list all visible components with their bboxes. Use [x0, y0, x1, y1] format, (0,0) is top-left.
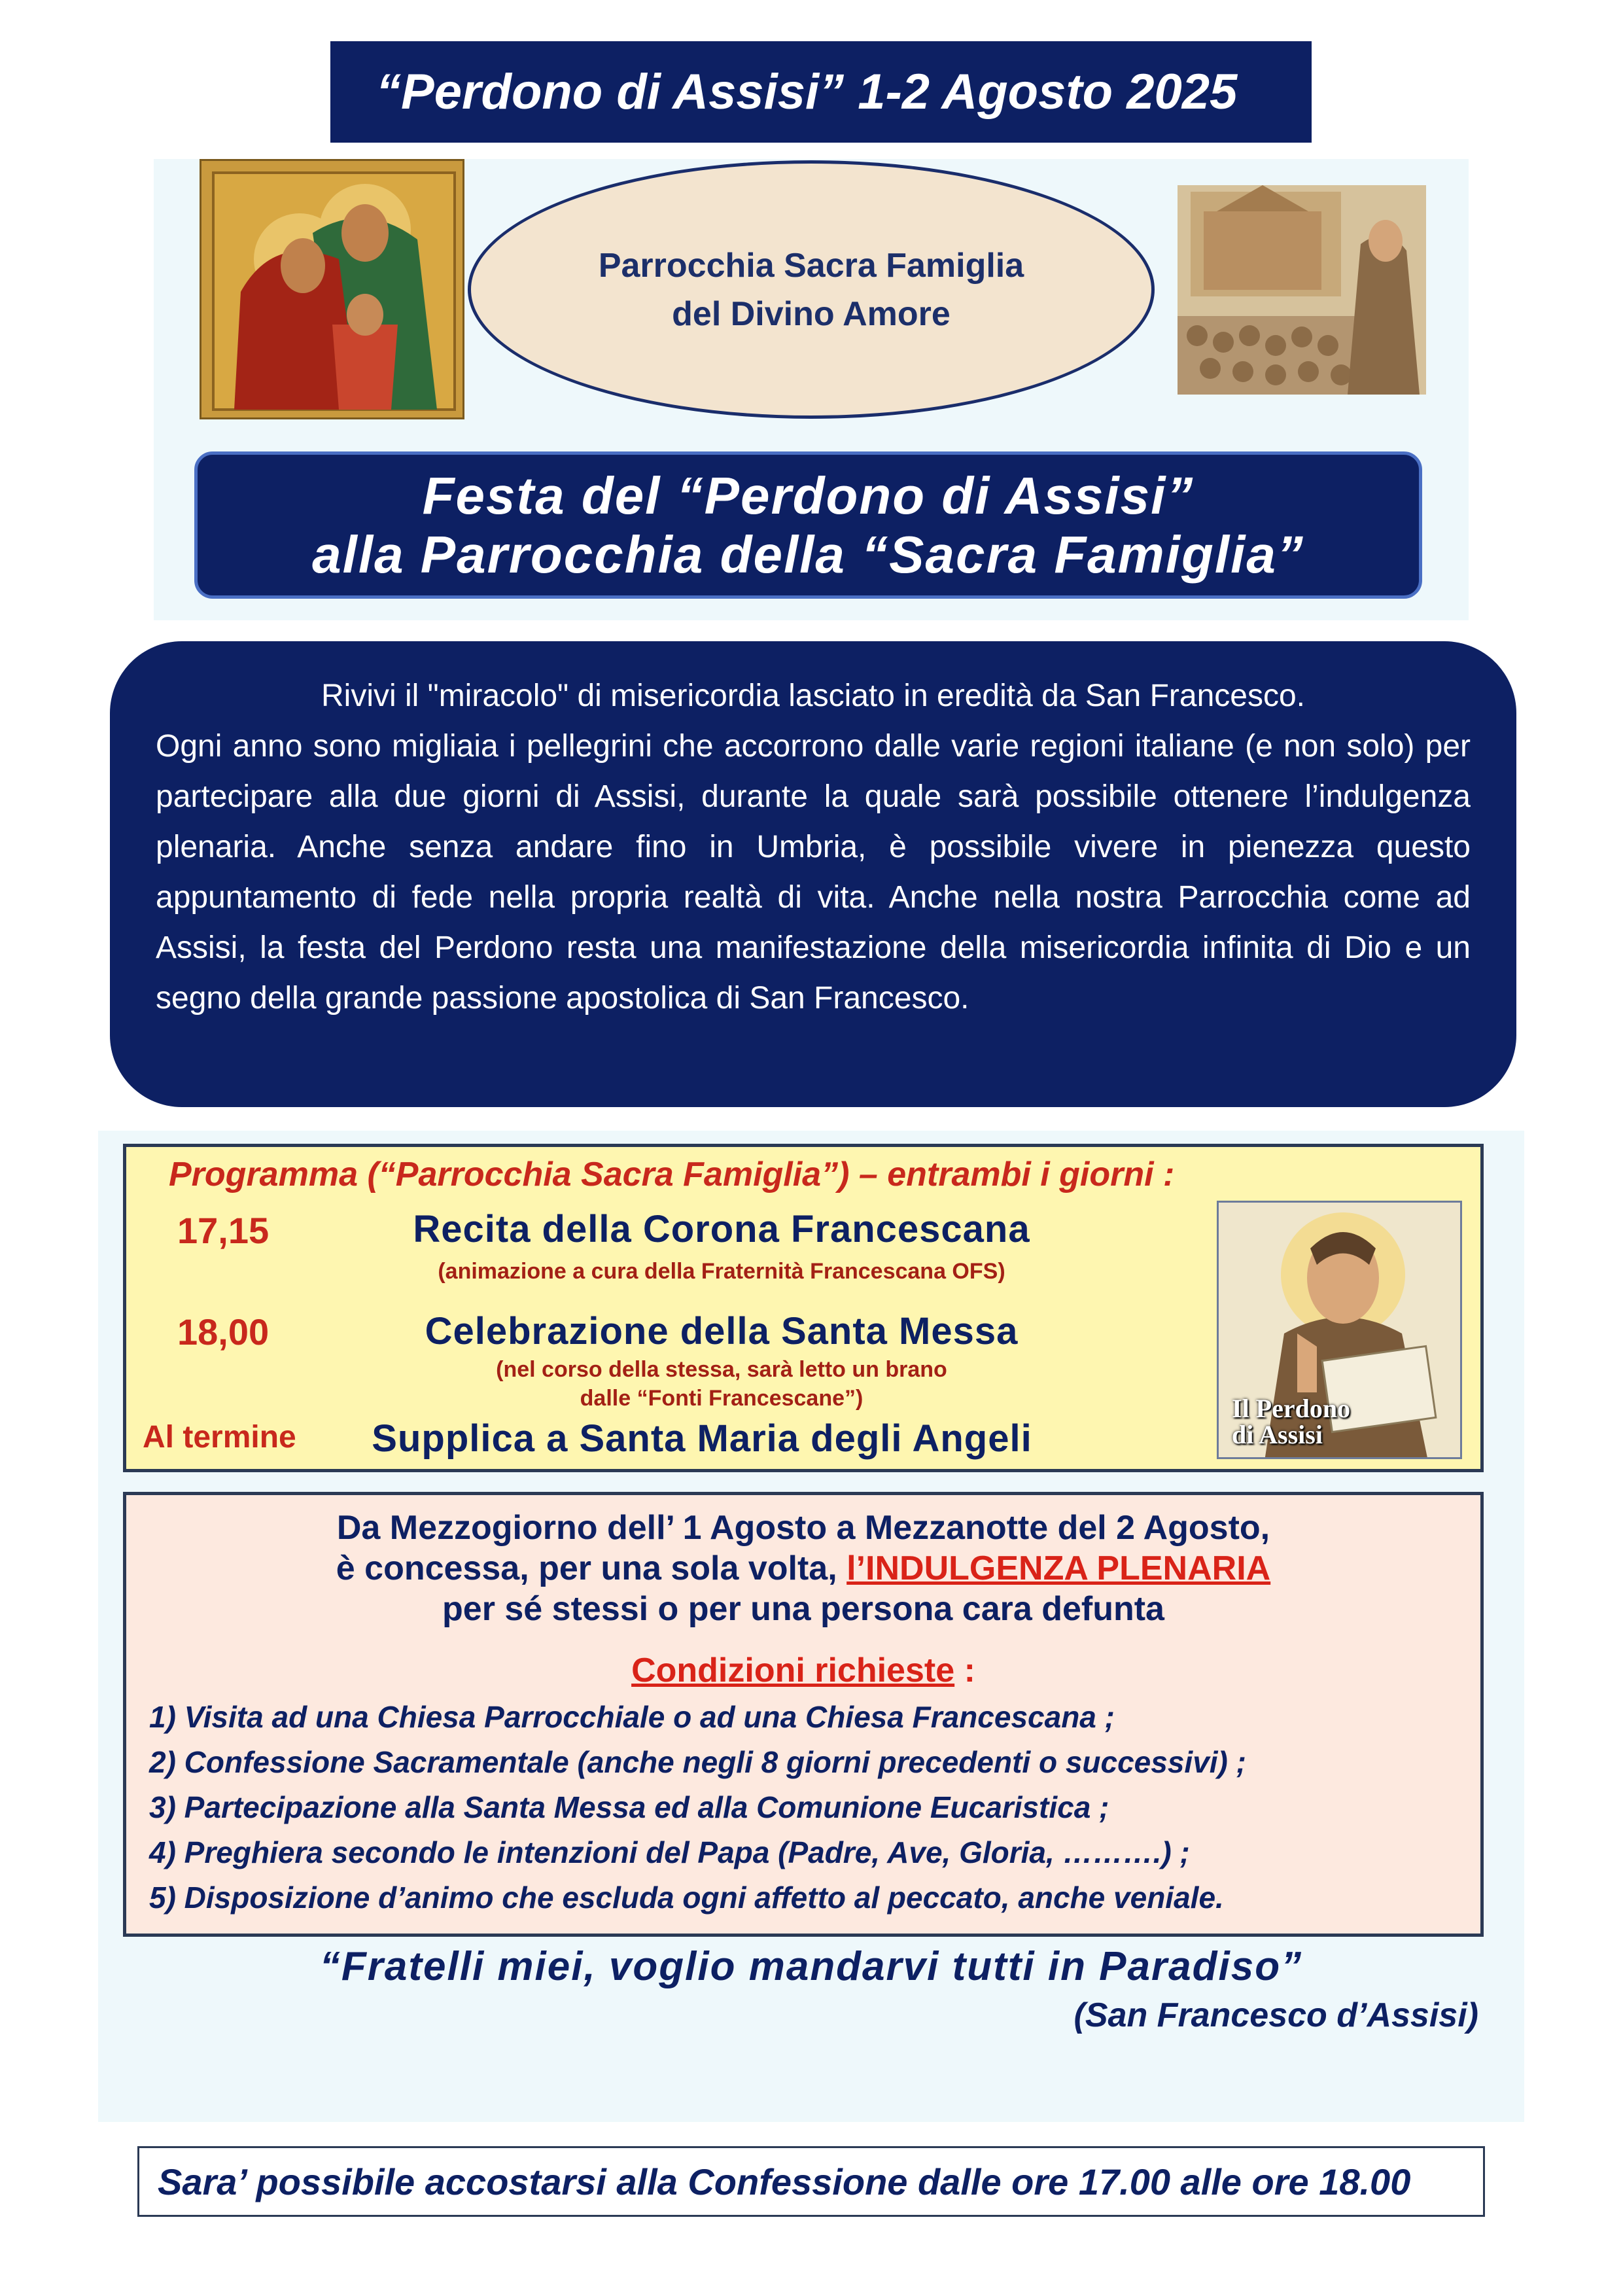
indulgence-line3: per sé stessi o per una persona cara defunta: [442, 1590, 1164, 1628]
festa-banner: [194, 451, 1422, 599]
image-caption-line1: Il Perdono: [1232, 1394, 1351, 1423]
program-time: 18,00: [177, 1311, 270, 1352]
condition-item: 2) Confessione Sacramentale (anche negli 8 giorni precedenti o successivi) ;: [149, 1745, 1246, 1779]
parish-name-line1: Parrocchia Sacra Famiglia: [598, 246, 1024, 285]
program-item-title: Supplica a Santa Maria degli Angeli: [372, 1417, 1032, 1460]
program-item-note: (nel corso della stessa, sarà letto un brano: [496, 1357, 947, 1382]
program-item-title: Celebrazione della Santa Messa: [425, 1310, 1019, 1352]
intro-body: Ogni anno sono migliaia i pellegrini che accorrono dalle varie regioni italiane (e non solo) per partecipare alla due giorni di Assisi, durante la quale sarà possibile ottenere l’indulgenza plenaria. Anche senza andare fino in Umbria, è possibile vivere in pienezza questo appuntamento di fede nella propria realtà di vita. Anche nella nostra Parrocchia come ad Assisi, la festa del Perdono resta una manifestazione della misericordia infinita di Dio e un segno della grande passione apostolica di San Francesco.: [156, 729, 1471, 1016]
intro-first-line: Rivivi il "miracolo" di misericordia lasciato in eredità da San Francesco.: [321, 679, 1305, 713]
holy-family-icon: [200, 159, 464, 419]
indulgence-highlight: l’INDULGENZA PLENARIA: [846, 1549, 1271, 1587]
condition-item: 5) Disposizione d’animo che escluda ogni affetto al peccato, anche veniale.: [149, 1881, 1224, 1915]
conditions-heading: [126, 1651, 1480, 1690]
page-title: “Perdono di Assisi” 1-2 Agosto 2025: [330, 41, 1312, 143]
program-item-note: dalle “Fonti Francescane”): [580, 1386, 864, 1411]
indulgence-box: [123, 1492, 1484, 1937]
conditions-heading-text: Condizioni richieste: [631, 1651, 955, 1689]
condition-item: 3) Partecipazione alla Santa Messa ed alla Comunione Eucaristica ;: [149, 1790, 1109, 1824]
program-item-title: Recita della Corona Francescana: [413, 1208, 1030, 1250]
condition-item: 4) Preghiera secondo le intenzioni del Papa (Padre, Ave, Gloria, ……….) ;: [149, 1835, 1190, 1869]
indulgence-line2-text: è concessa, per una sola volta,: [336, 1549, 837, 1587]
program-heading: Programma (“Parrocchia Sacra Famiglia”) – entrambi i giorni :: [169, 1156, 1175, 1193]
festa-line2: alla Parrocchia della “Sacra Famiglia”: [312, 525, 1304, 584]
image-caption-line2: di Assisi: [1232, 1420, 1323, 1449]
confession-notice: Sara’ possibile accostarsi alla Confessione dalle ore 17.00 alle ore 18.00: [137, 2146, 1485, 2217]
condition-item: 1) Visita ad una Chiesa Parrocchiale o ad una Chiesa Francescana ;: [149, 1700, 1115, 1734]
saint-francis-image: [1217, 1201, 1462, 1459]
conditions-heading-colon: :: [954, 1651, 975, 1689]
indulgence-line1: Da Mezzogiorno dell’ 1 Agosto a Mezzanotte del 2 Agosto,: [336, 1509, 1270, 1547]
indulgence-line2: [126, 1549, 1480, 1588]
intro-box: [110, 641, 1516, 1107]
parish-name-line2: del Divino Amore: [672, 294, 951, 333]
program-time: Al termine: [143, 1420, 296, 1455]
quote-text: “Fratelli miei, voglio mandarvi tutti in Paradiso”: [319, 1944, 1303, 1989]
program-time: 17,15: [177, 1210, 270, 1251]
program-item-note: (animazione a cura della Fraternità Francescana OFS): [438, 1259, 1005, 1284]
conditions-list: [149, 1695, 1477, 1920]
festa-line1: Festa del “Perdono di Assisi”: [422, 466, 1195, 525]
quote-author: (San Francesco d’Assisi): [1073, 1996, 1478, 2034]
parish-name-oval: [468, 160, 1155, 419]
saint-francis-fresco-icon: [1178, 185, 1426, 395]
